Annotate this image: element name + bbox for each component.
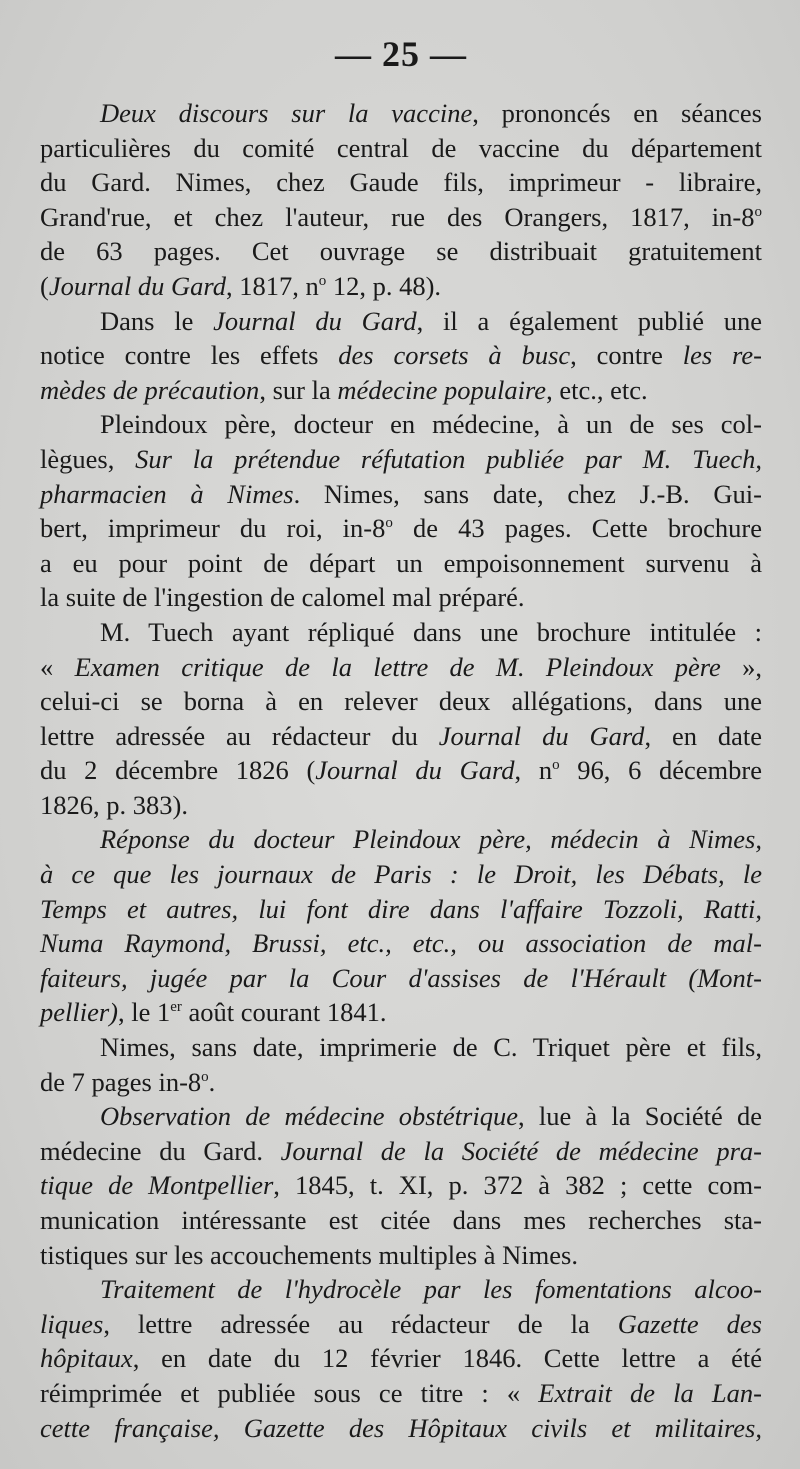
text-line: lègues, Sur la prétendue réfutation publiée par M. Tuech, [40,443,762,474]
text-line: Deux discours sur la vaccine, prononcés en séances [100,98,762,128]
text-line: « Examen critique de la lettre de M. Pleindoux père », [40,651,762,682]
text-line: notice contre les effets des corsets à busc, contre les re- [40,340,762,371]
text-line: Numa Raymond, Brussi, etc., etc., ou association de mal- [40,928,762,959]
text-line: bert, imprimeur du roi, in-8$^o$ de 43 pages. Cette brochure [40,513,762,544]
text-line: de 63 pages. Cet ouvrage se distribuait gratuitement [40,236,762,267]
text-line: Temps et autres, lui font dire dans l'affaire Tozzoli, Ratti, [40,893,762,924]
text-line: mèdes de précaution, sur la médecine populaire, etc., etc. [40,374,648,405]
text-line: Dans le Journal du Gard, il a également publié une [100,305,763,336]
text-line: faiteurs, jugée par la Cour d'assises de l'Hérault (Mont- [40,962,762,993]
text-body [40,96,762,1445]
text-line: tistiques sur les accouchements multiples à Nimes. [40,1239,578,1270]
text-line: particulières du comité central de vaccine du département [40,132,762,163]
text-line: 1826, p. 383). [40,789,188,820]
text-line: du 2 décembre 1826 (Journal du Gard, $n^o$ 96, 6 décembre [40,755,763,786]
text-line: pharmacien à Nimes. Nimes, sans date, chez J.-B. Gui- [40,478,762,509]
text-line: tique de Montpellier, 1845, t. XI, p. 372 à 382 ; cette com- [40,1170,762,1201]
text-line: la suite de l'ingestion de calomel mal préparé. [40,582,525,613]
text-line: cette française, Gazette des Hôpitaux civils et militaires, [40,1412,762,1443]
text-line: à ce que les journaux de Paris : le Droit, les Débats, le [40,859,762,890]
text-line: de 7 pages in-8$^o$. [40,1066,216,1097]
text-line: pellier), le 1er août courant 1841. [40,997,387,1028]
text-line: munication intéressante est citée dans mes recherches sta- [40,1205,762,1235]
text-line: celui-ci se borna à en relever deux allégations, dans une [40,686,762,717]
text-line: Grand'rue, et chez l'auteur, rue des Orangers, 1817, in-8$^o$ [40,201,762,232]
text-line: Nimes, sans date, imprimerie de C. Triquet père et fils, [100,1032,762,1063]
text-line: hôpitaux, en date du 12 février 1846. Cette lettre a été [40,1343,762,1374]
text-line: Pleindoux père, docteur en médecine, à un de ses col- [100,409,762,440]
text-line: Traitement de l'hydrocèle par les fomentations alcoo- [100,1274,762,1305]
text-line: M. Tuech ayant répliqué dans une brochure intitulée : [100,616,762,647]
text-line: médecine du Gard. Journal de la Société de médecine pra- [40,1135,762,1166]
text-line: du Gard. Nimes, chez Gaude fils, imprimeur - libraire, [40,167,762,198]
page-number: — 25 — [335,34,467,74]
text-line: réimprimée et publiée sous ce titre : « Extrait de la Lan- [40,1377,762,1408]
text-line: (Journal du Gard, 1817, $n^o$ 12, p. 48). [40,270,442,301]
text-line: liques, lettre adressée au rédacteur de la Gazette des [40,1308,762,1339]
text-line: lettre adressée au rédacteur du Journal du Gard, en date [40,720,762,751]
text-line: a eu pour point de départ un empoisonnement survenu à [40,547,762,578]
text-line: Observation de médecine obstétrique, lue à la Société de [100,1101,762,1132]
text-line: Réponse du docteur Pleindoux père, médecin à Nimes, [100,824,762,855]
